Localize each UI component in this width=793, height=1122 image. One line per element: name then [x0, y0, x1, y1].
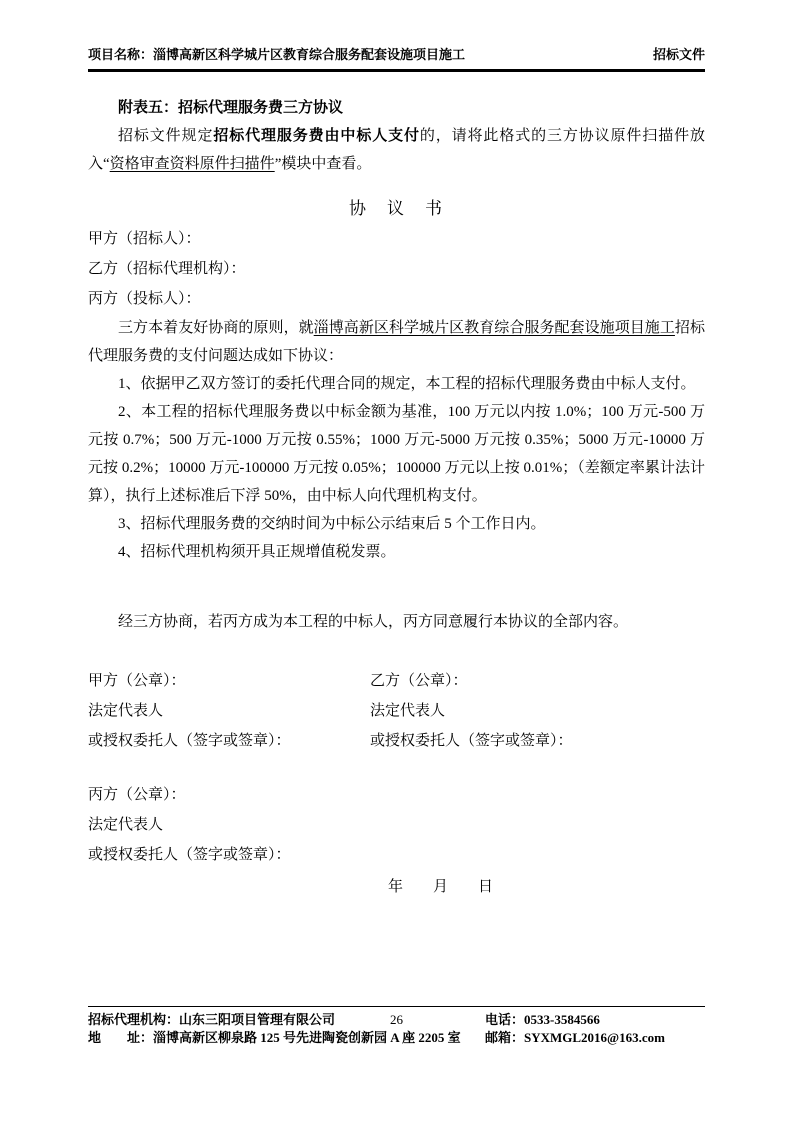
parties-block	[88, 224, 705, 314]
date-line: 年 月 日	[388, 879, 494, 895]
party-b-line: 乙方（招标代理机构）：	[88, 261, 246, 277]
party-a-signature	[88, 666, 370, 756]
clauses-block	[88, 370, 705, 566]
preamble-underline: 淄博高新区科学城片区教育综合服务配套设施项目施工	[313, 320, 675, 336]
closing-paragraph: 经三方协商，若丙方成为本工程的中标人，丙方同意履行本协议的全部内容。	[118, 614, 629, 630]
party-a-rep: 法定代表人	[88, 703, 164, 719]
party-a-proxy: 或授权委托人（签字或签章）：	[88, 733, 291, 749]
footer-address: 地 址：淄博高新区柳泉路 125 号先进陶瓷创新园 A 座 2205 室	[88, 1030, 461, 1045]
party-b-proxy: 或授权委托人（签字或签章）：	[370, 733, 573, 749]
header-divider	[88, 69, 705, 72]
party-c-line: 丙方（投标人）：	[88, 291, 201, 307]
footer-agency: 招标代理机构：山东三阳项目管理有限公司	[88, 1012, 336, 1027]
preamble-post: 招标代理服务费的支付问题达成如下协议：	[88, 320, 705, 364]
party-a-line: 甲方（招标人）：	[88, 231, 201, 247]
header-project-name: 项目名称：淄博高新区科学城片区教育综合服务配套设施项目施工	[88, 47, 466, 62]
intro-post: ”模块中查看。	[274, 156, 372, 172]
footer-row-2	[88, 1029, 705, 1047]
party-a-seal: 甲方（公章）：	[88, 673, 186, 689]
intro-underline: 资格审查资料原件扫描件	[109, 156, 275, 172]
footer-divider	[88, 1006, 705, 1007]
intro-paragraph	[88, 122, 705, 178]
footer-email: 邮箱：SYXMGL2016@163.com	[485, 1030, 666, 1045]
party-c-rep: 法定代表人	[88, 817, 164, 833]
clause-4: 4、招标代理机构须开具正规增值税发票。	[118, 544, 396, 560]
attachment-title: 附表五：招标代理服务费三方协议	[118, 100, 344, 116]
clause-2: 2、本工程的招标代理服务费以中标金额为基准，100 万元以内按 1.0%；100 万元-500 万元按 0.7%；500 万元-1000 万元按 0.55%；1000 万元-5000 万元按 0.35%；5000 万元-10000 万元按 0.2%；10000 万元-100000 万元按 0.05%；100000 万元以上按 0.01%；（差额定率累计法计算），执行上述标准后下浮 50%，由中标人向代理机构支付。	[88, 404, 705, 504]
clause-1: 1、依据甲乙双方签订的委托代理合同的规定，本工程的招标代理服务费由中标人支付。	[118, 376, 696, 392]
party-c-seal: 丙方（公章）：	[88, 787, 186, 803]
preamble-paragraph	[88, 314, 705, 370]
party-b-rep: 法定代表人	[370, 703, 446, 719]
party-b-seal: 乙方（公章）：	[370, 673, 468, 689]
footer-row-1	[88, 1011, 705, 1029]
intro-pre: 招标文件规定	[118, 128, 214, 144]
party-b-signature	[370, 666, 705, 756]
agreement-heading: 协 议 书	[349, 199, 444, 218]
page-footer	[88, 1006, 705, 1047]
signature-grid	[88, 666, 705, 756]
party-c-proxy: 或授权委托人（签字或签章）：	[88, 847, 291, 863]
preamble-pre: 三方本着友好协商的原则，就	[118, 320, 314, 336]
header-doc-type: 招标文件	[652, 47, 705, 62]
intro-bold: 招标代理服务费由中标人支付	[213, 128, 420, 144]
page-number: 26	[390, 1012, 403, 1027]
page-header	[88, 46, 705, 64]
clause-3: 3、招标代理服务费的交纳时间为中标公示结束后 5 个工作日内。	[118, 516, 546, 532]
intro-mid: 的，请将此格式的三方协议原件扫描件放入“	[88, 128, 705, 172]
party-c-signature	[88, 780, 705, 870]
footer-phone: 电话：0533-3584566	[485, 1012, 600, 1027]
